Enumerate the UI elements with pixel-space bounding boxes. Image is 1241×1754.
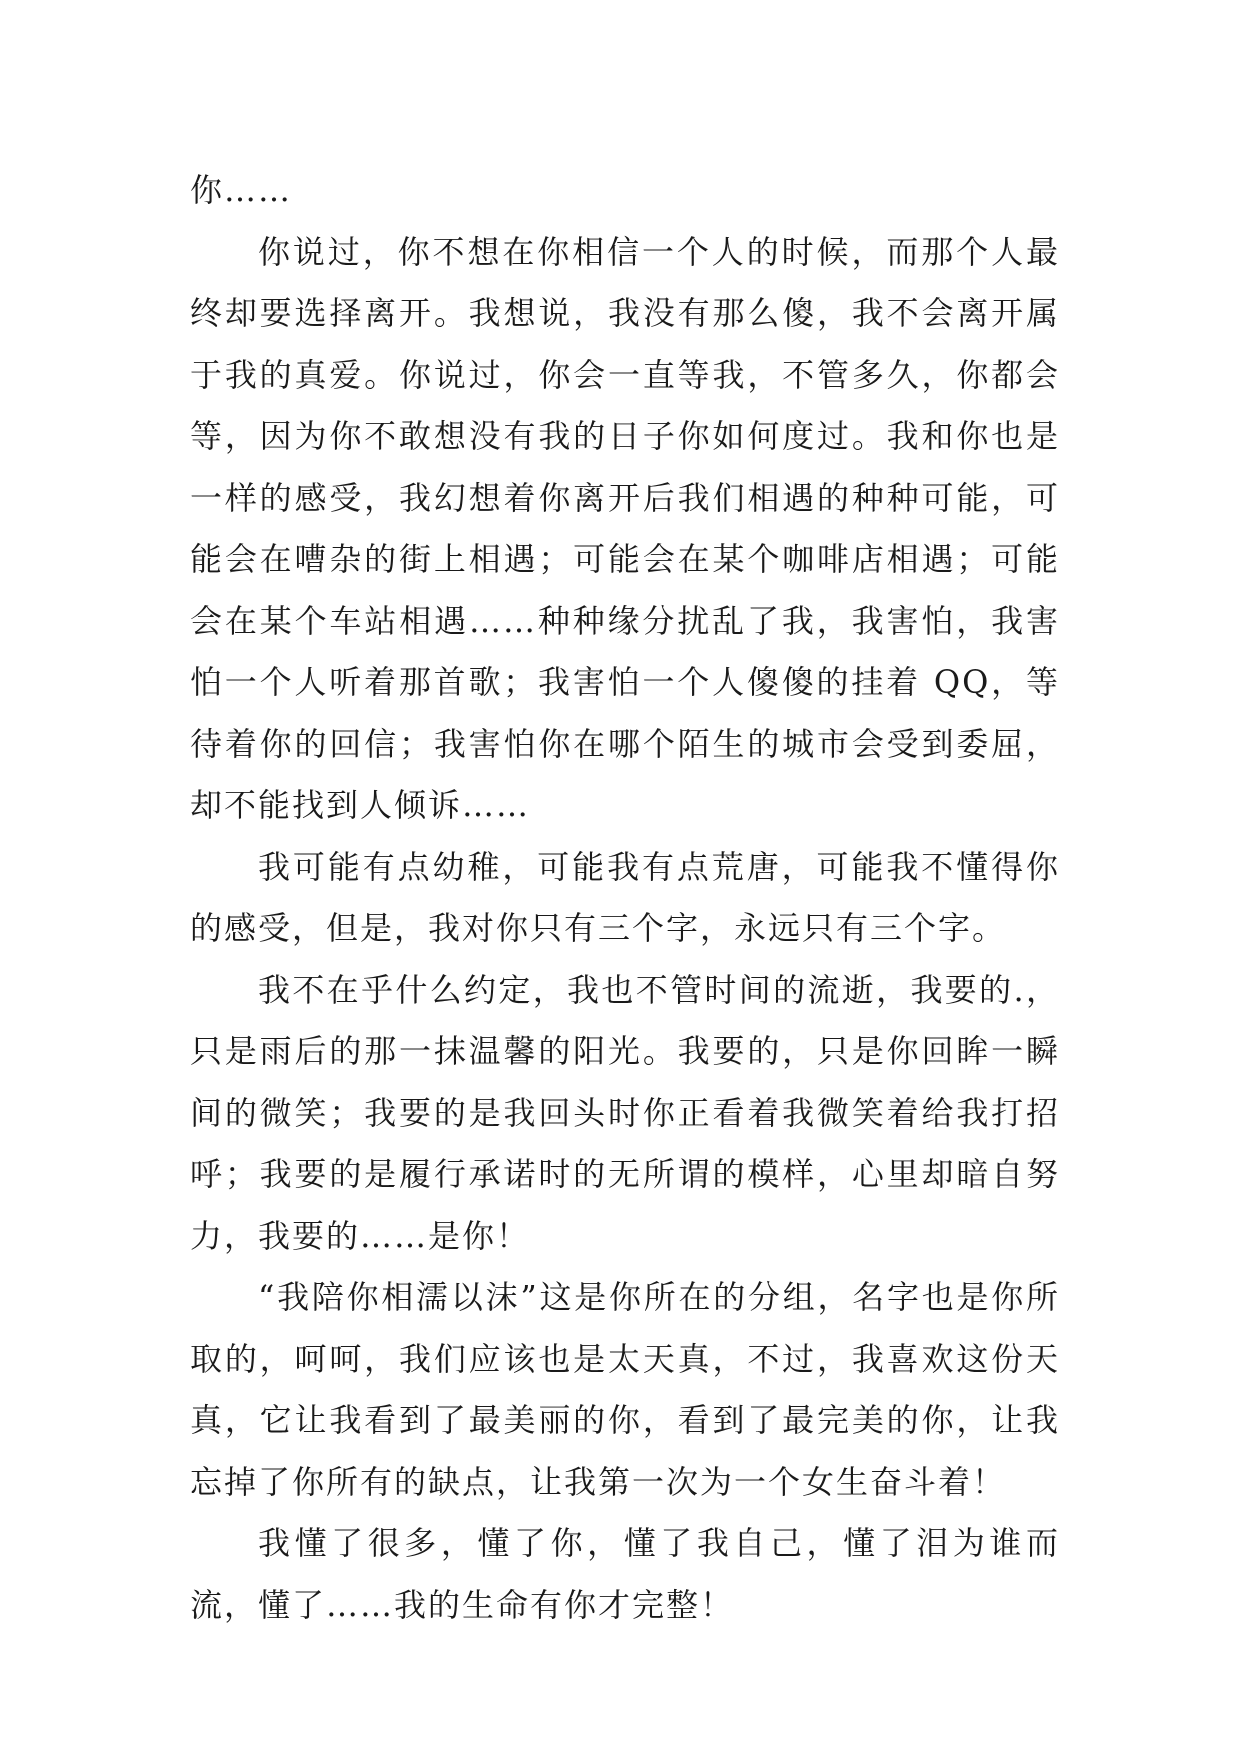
paragraph-3: 我可能有点幼稚，可能我有点荒唐，可能我不懂得你的感受，但是，我对你只有三个字，永远只有三个字。 (190, 847, 1060, 947)
paragraph-2: 你说过，你不想在你相信一个人的时候，而那个人最终却要选择离开。我想说，我没有那么傻，我不会离开属于我的真爱。你说过，你会一直等我，不管多久，你都会等，因为你不敢想没有我的日子你如何度过。我和你也是一样的感受，我幻想着你离开后我们相遇的种种可能，可能会在嘈杂的街上相遇；可能会在某个咖啡店相遇；可能会在某个车站相遇……种种缘分扰乱了我，我害怕，我害怕一个人听着那首歌；我害怕一个人傻傻的挂着 QQ，等待着你的回信；我害怕你在哪个陌生的城市会受到委屈，却不能找到人倾诉…… (190, 232, 1060, 824)
paragraph-6: 我懂了很多，懂了你，懂了我自己，懂了泪为谁而流，懂了……我的生命有你才完整！ (190, 1524, 1060, 1624)
paragraph-5: “我陪你相濡以沫”这是你所在的分组，名字也是你所取的，呵呵，我们应该也是太天真，不过，我喜欢这份天真，它让我看到了最美丽的你，看到了最完美的你，让我忘掉了你所有的缺点，让我第一次为一个女生奋斗着！ (190, 1278, 1060, 1501)
paragraph-4: 我不在乎什么约定，我也不管时间的流逝，我要的.，只是雨后的那一抹温馨的阳光。我要的，只是你回眸一瞬间的微笑；我要的是我回头时你正看着我微笑着给我打招呼；我要的是履行承诺时的无所谓的模样，心里却暗自努力，我要的……是你！ (190, 970, 1060, 1255)
body-text (190, 160, 1060, 1636)
paragraph-1: 你…… (190, 171, 293, 209)
